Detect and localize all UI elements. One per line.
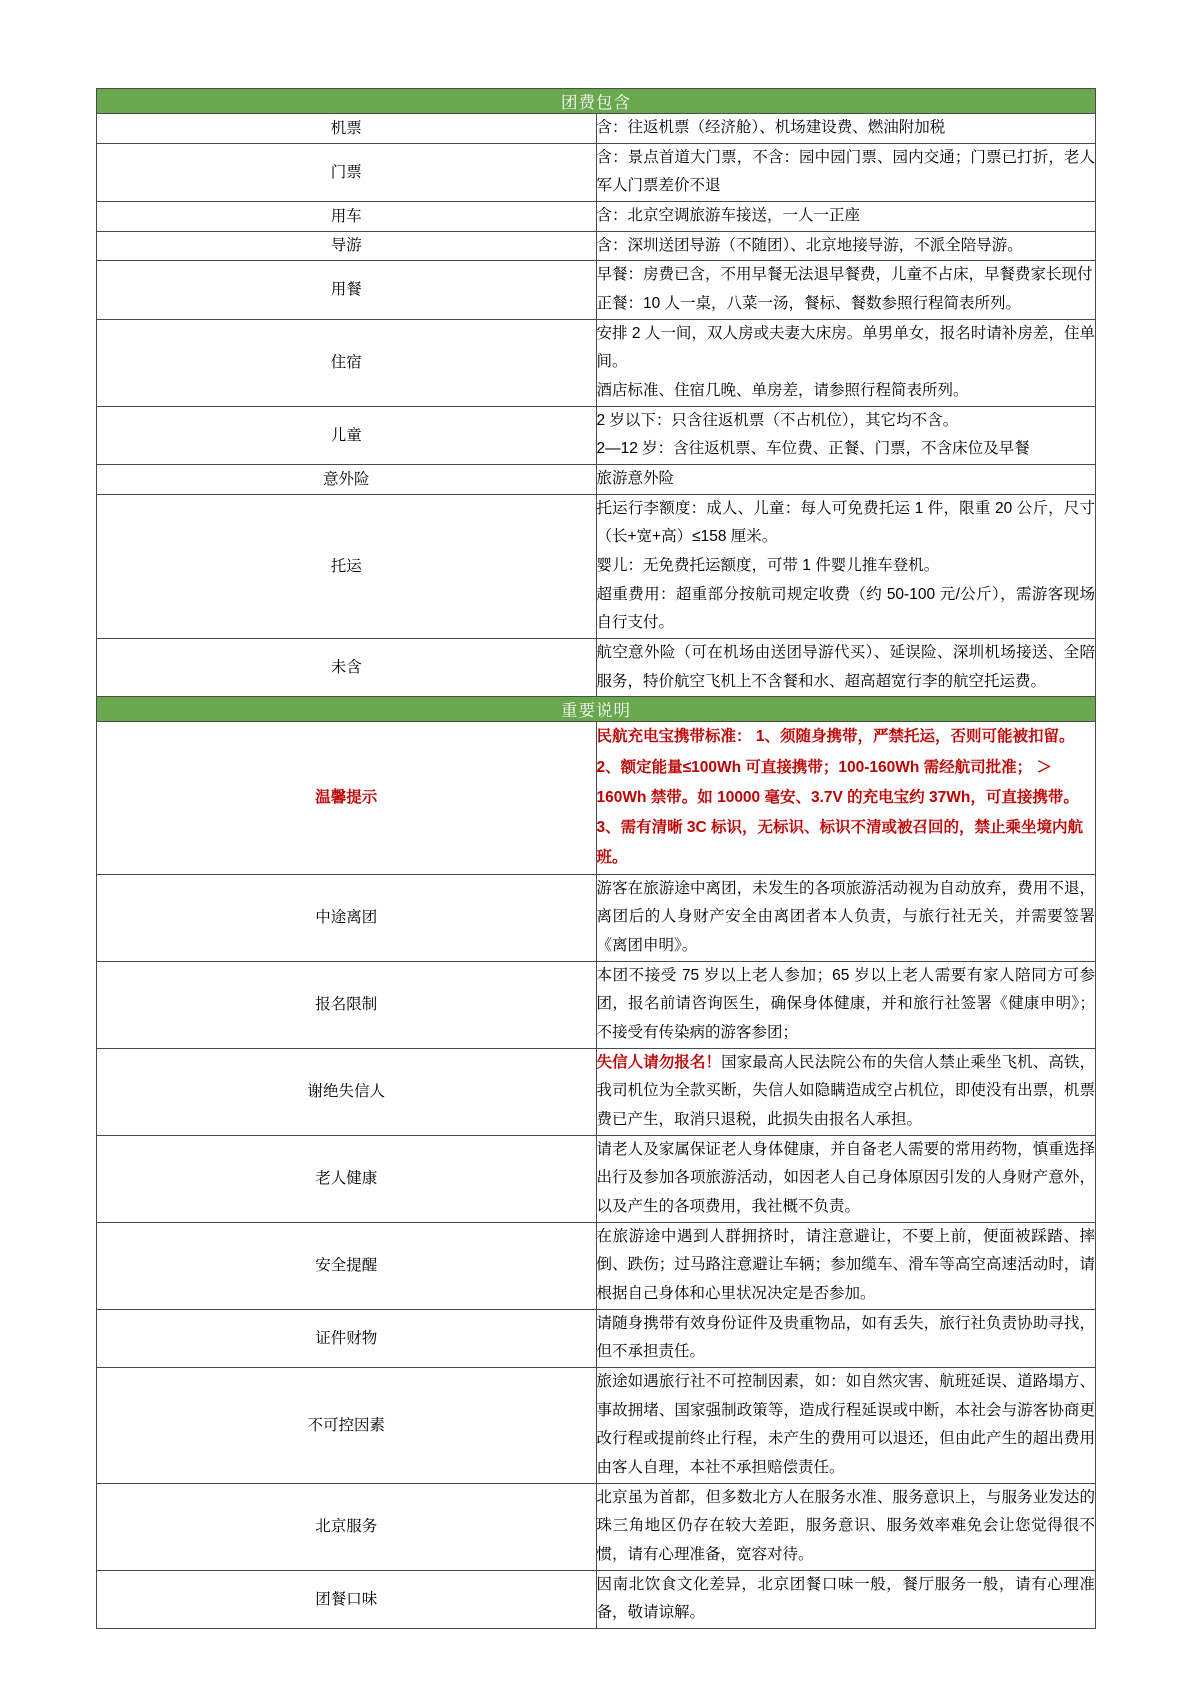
table-row bbox=[97, 1222, 1096, 1309]
content-line: 2—12 岁：含往返机票、车位费、正餐、门票，不含床位及早餐 bbox=[596, 440, 1030, 458]
content-line: 安排 2 人一间，双人房或夫妻大床房。单男单女，报名时请补房差，住单间。 bbox=[596, 324, 1095, 371]
table-row bbox=[97, 874, 1096, 961]
content-line: 航空意外险（可在机场由送团导游代买）、延误险、深圳机场接送、全陪服务，特价航空飞机上不含餐和水、超高超宽行李的航空托运费。 bbox=[596, 644, 1095, 690]
row-label-tuoyun: 托运 bbox=[97, 494, 597, 638]
section-title-zhongyao-shuoming: 重要说明 bbox=[97, 697, 1096, 722]
row-content-zhusu bbox=[596, 319, 1096, 406]
row-content-bukekong-yinsu bbox=[596, 1367, 1096, 1483]
table-row bbox=[97, 494, 1096, 638]
table-row bbox=[97, 231, 1096, 261]
table-row bbox=[97, 1048, 1096, 1135]
row-label-daoyou: 导游 bbox=[97, 231, 597, 261]
row-label-zhusu: 住宿 bbox=[97, 319, 597, 406]
content-line: 2、额定能量≤100Wh 可直接携带；100-160Wh 需经航司批准； bbox=[596, 758, 1033, 776]
table-row bbox=[97, 1367, 1096, 1483]
row-label-menpiao: 门票 bbox=[97, 143, 597, 201]
row-content-laoren-jiankang bbox=[596, 1135, 1096, 1222]
content-line: 3、需有清晰 3C 标识，无标识、标识不清或被召回的，禁止乘坐境内航班。 bbox=[596, 819, 1084, 867]
row-label-yongcan: 用餐 bbox=[97, 261, 597, 319]
table-row bbox=[97, 961, 1096, 1048]
content-line: 含：北京空调旅游车接送，一人一正座 bbox=[596, 207, 861, 225]
content-line: 正餐：10 人一桌，八菜一汤，餐标、餐数参照行程简表所列。 bbox=[596, 295, 1022, 313]
table-row bbox=[97, 143, 1096, 201]
row-content-tuoyun bbox=[596, 494, 1096, 638]
table-row bbox=[97, 639, 1096, 697]
content-line: 因南北饮食文化差异，北京团餐口味一般，餐厅服务一般，请有心理准备，敬请谅解。 bbox=[596, 1575, 1095, 1622]
content-line: 早餐：房费已含，不用早餐无法退早餐费，儿童不占床，早餐费家长现付 bbox=[596, 266, 1093, 284]
content-line: 1、须随身携带，严禁托运，否则可能被扣留。 bbox=[755, 728, 1075, 746]
content-line: 本团不接受 75 岁以上老人参加；65 岁以上老人需要有家人陪同方可参团，报名前请咨询医生，确保身体健康，并和旅行社签署《健康申明》；不接受有传染病的游客参团； bbox=[596, 966, 1095, 1041]
row-content-xiejue-shixinren bbox=[596, 1048, 1096, 1135]
row-label-baoming-xianzhi: 报名限制 bbox=[97, 961, 597, 1048]
row-label-zhongtu-lituan: 中途离团 bbox=[97, 874, 597, 961]
row-content-zhongtu-lituan bbox=[596, 874, 1096, 961]
row-content-yiwaixian bbox=[596, 465, 1096, 495]
content-line: 托运行李额度：成人、儿童：每人可免费托运 1 件，限重 20 公斤，尺寸（长+宽+高）≤158 厘米。 bbox=[596, 499, 1095, 546]
row-label-zhengjian-caiwu: 证件财物 bbox=[97, 1309, 597, 1367]
row-content-ertong bbox=[596, 406, 1096, 464]
row-content-yongcan bbox=[596, 261, 1096, 319]
row-content-weihan bbox=[596, 639, 1096, 697]
content-line: 2 岁以下：只含往返机票（不占机位），其它均不含。 bbox=[596, 411, 959, 429]
content-line: 旅游意外险 bbox=[596, 470, 675, 488]
row-label-yiwaixian: 意外险 bbox=[97, 465, 597, 495]
row-content-beijing-fuwu bbox=[596, 1483, 1096, 1570]
row-label-bukekong-yinsu: 不可控因素 bbox=[97, 1367, 597, 1483]
table-row bbox=[97, 202, 1096, 232]
content-line: 在旅游途中遇到人群拥挤时，请注意避让，不要上前，便面被踩踏、摔倒、跌伤；过马路注意避让车辆；参加缆车、滑车等高空高速活动时，请根据自己身体和心里状况决定是否参加。 bbox=[596, 1227, 1095, 1302]
emphasis-text: 失信人请勿报名！ bbox=[596, 1053, 722, 1071]
content-line: 旅途如遇旅行社不可控制因素，如：如自然灾害、航班延误、道路塌方、事故拥堵、国家强制政策等，造成行程延误或中断，本社会与游客协商更改行程或提前终止行程，未产生的费用可以退还，但由此产生的超出费用由客人自理，本社不承担赔偿责任。 bbox=[596, 1372, 1095, 1476]
row-label-ertong: 儿童 bbox=[97, 406, 597, 464]
content-line: 酒店标准、住宿几晚、单房差，请参照行程简表所列。 bbox=[596, 382, 969, 400]
row-label-tuancan-kouwei: 团餐口味 bbox=[97, 1570, 597, 1628]
row-content-baoming-xianzhi bbox=[596, 961, 1096, 1048]
content-line: 含：景点首道大门票，不含：园中园门票、园内交通；门票已打折，老人军人门票差价不退 bbox=[596, 148, 1095, 195]
row-content-menpiao bbox=[596, 143, 1096, 201]
row-label-weihan: 未含 bbox=[97, 639, 597, 697]
table-row bbox=[97, 319, 1096, 406]
row-label-anquan-tixing: 安全提醒 bbox=[97, 1222, 597, 1309]
table-row bbox=[97, 1570, 1096, 1628]
table-row bbox=[97, 1483, 1096, 1570]
table-row bbox=[97, 1309, 1096, 1367]
row-label-yongche: 用车 bbox=[97, 202, 597, 232]
row-label-beijing-fuwu: 北京服务 bbox=[97, 1483, 597, 1570]
content-line: 婴儿：无免费托运额度，可带 1 件婴儿推车登机。 bbox=[596, 557, 940, 575]
section-title-tuanfei-baohan: 团费包含 bbox=[97, 89, 1096, 114]
row-label-jipiao: 机票 bbox=[97, 114, 597, 144]
table-row bbox=[97, 406, 1096, 464]
table-row bbox=[97, 465, 1096, 495]
row-content-anquan-tixing bbox=[596, 1222, 1096, 1309]
content-line: 含：深圳送团导游（不随团）、北京地接导游，不派全陪导游。 bbox=[596, 236, 1023, 254]
row-content-wenxin-tishi bbox=[596, 722, 1096, 874]
table-row bbox=[97, 114, 1096, 144]
row-label-laoren-jiankang: 老人健康 bbox=[97, 1135, 597, 1222]
row-content-tuancan-kouwei bbox=[596, 1570, 1096, 1628]
row-label-wenxin-tishi: 温馨提示 bbox=[97, 722, 597, 874]
content-line: 超重费用：超重部分按航司规定收费（约 50-100 元/公斤），需游客现场自行支付。 bbox=[596, 585, 1095, 632]
content-line: 请老人及家属保证老人身体健康，并自备老人需要的常用药物，慎重选择出行及参加各项旅游活动，如因老人自己身体原因引发的人身财产意外，以及产生的各项费用，我社概不负责。 bbox=[596, 1140, 1095, 1215]
row-label-xiejue-shixinren: 谢绝失信人 bbox=[97, 1048, 597, 1135]
section-header-row bbox=[97, 89, 1096, 114]
content-line: 北京虽为首都，但多数北方人在服务水准、服务意识上，与服务业发达的珠三角地区仍存在较大差距，服务意识、服务效率难免会让您觉得很不惯，请有心理准备，宽容对待。 bbox=[596, 1488, 1095, 1563]
table-row bbox=[97, 722, 1096, 874]
tour-terms-table bbox=[96, 88, 1096, 1629]
content-line: ＞160Wh 禁带。如 10000 毫安、3.7V 的充电宝约 37Wh，可直接携带。 bbox=[596, 758, 1079, 806]
section-header-row bbox=[97, 697, 1096, 722]
row-content-jipiao bbox=[596, 114, 1096, 144]
row-content-daoyou bbox=[596, 231, 1096, 261]
content-line: 请随身携带有效身份证件及贵重物品，如有丢失，旅行社负责协助寻找，但不承担责任。 bbox=[596, 1314, 1095, 1361]
content-line: 国家最高人民法院公布的失信人禁止乘坐飞机、高铁，我司机位为全款买断，失信人如隐瞒造成空占机位，即使没有出票，机票费已产生，取消只退税，此损失由报名人承担。 bbox=[596, 1053, 1095, 1128]
content-line: 游客在旅游途中离团，未发生的各项旅游活动视为自动放弃，费用不退，离团后的人身财产安全由离团者本人负责，与旅行社无关，并需要签署《离团申明》。 bbox=[596, 879, 1095, 954]
row-content-yongche bbox=[596, 202, 1096, 232]
table-row bbox=[97, 1135, 1096, 1222]
row-content-zhengjian-caiwu bbox=[596, 1309, 1096, 1367]
content-line: 民航充电宝携带标准： bbox=[596, 728, 752, 746]
table-row bbox=[97, 261, 1096, 319]
content-line: 含：往返机票（经济舱）、机场建设费、燃油附加税 bbox=[596, 119, 946, 136]
